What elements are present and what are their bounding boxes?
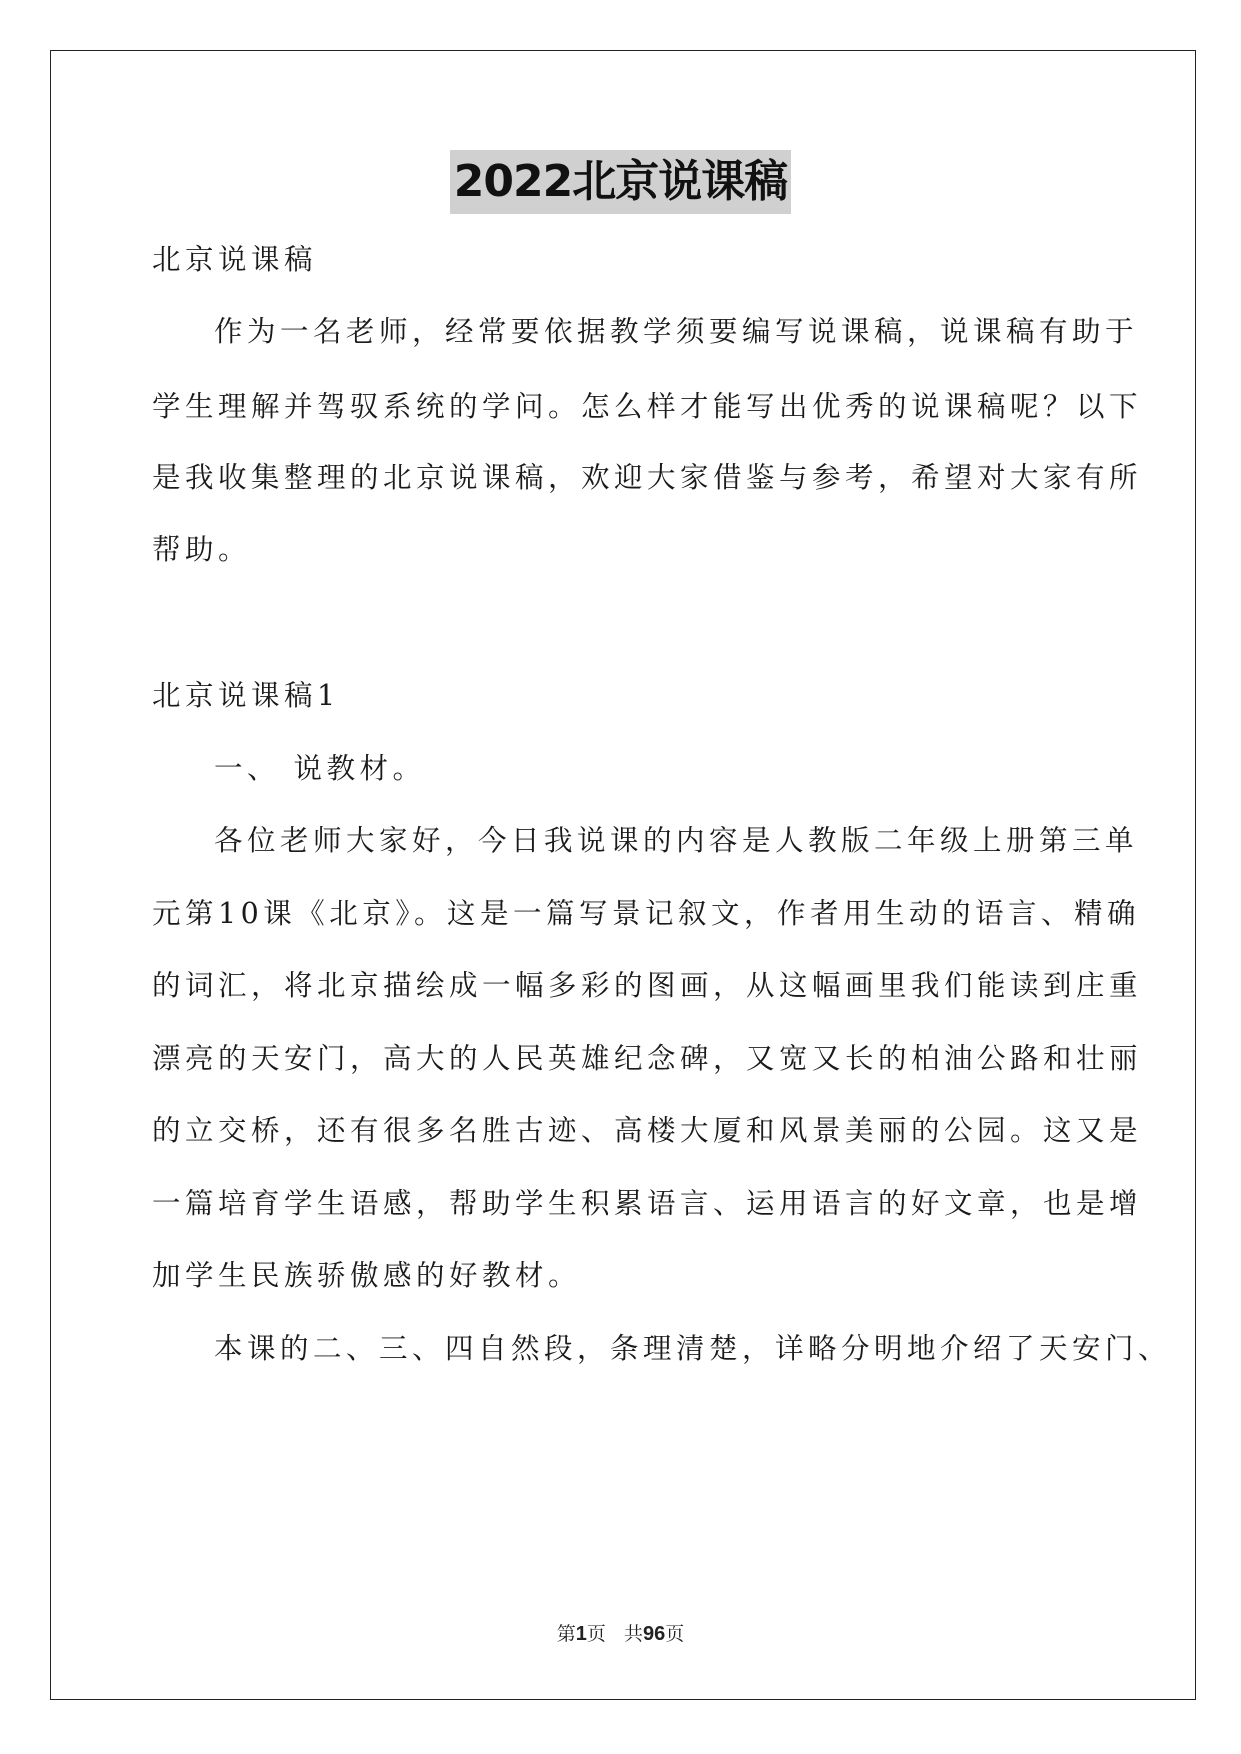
paragraph-line: 加学生民族骄傲感的好教材。 (152, 1259, 582, 1292)
title-container (0, 150, 1241, 214)
page-label: 页 (586, 1623, 606, 1645)
current-page-number: 1 (575, 1623, 587, 1645)
paragraph-line: 漂亮的天安门，高大的人民英雄纪念碑，又宽又长的柏油公路和壮丽 (152, 1042, 1143, 1075)
section-heading: 北京说课稿 (152, 243, 318, 276)
page-border (50, 50, 1196, 1700)
section-heading: 北京说课稿1 (152, 679, 340, 712)
paragraph-line: 学生理解并驾驭系统的学问。怎么样才能写出优秀的说课稿呢？以下 (152, 390, 1143, 423)
document-title: 2022北京说课稿 (450, 150, 791, 214)
paragraph-line: 本课的二、三、四自然段，条理清楚，详略分明地介绍了天安门、 (214, 1332, 1172, 1365)
total-prefix: 共 (623, 1623, 643, 1645)
paragraph-line: 一篇培育学生语感，帮助学生积累语言、运用语言的好文章，也是增 (152, 1187, 1143, 1220)
paragraph-line: 的词汇，将北京描绘成一幅多彩的图画，从这幅画里我们能读到庄重 (152, 969, 1143, 1002)
total-suffix: 页 (665, 1623, 685, 1645)
page-prefix: 第 (556, 1623, 576, 1645)
paragraph-line: 作为一名老师，经常要依据教学须要编写说课稿，说课稿有助于 (214, 315, 1139, 348)
total-page-count: 96 (642, 1623, 666, 1645)
paragraph-line: 是我收集整理的北京说课稿，欢迎大家借鉴与参考，希望对大家有所 (152, 461, 1143, 494)
paragraph-line: 元第10课《北京》。这是一篇写景记叙文，作者用生动的语言、精确 (152, 897, 1141, 930)
paragraph-line: 的立交桥，还有很多名胜古迹、高楼大厦和风景美丽的公园。这又是 (152, 1114, 1143, 1147)
paragraph-line: 各位老师大家好，今日我说课的内容是人教版二年级上册第三单 (214, 824, 1139, 857)
paragraph-line: 帮助。 (152, 533, 252, 566)
page-footer (0, 1622, 1241, 1646)
subsection-heading: 一、 说教材。 (214, 752, 426, 785)
